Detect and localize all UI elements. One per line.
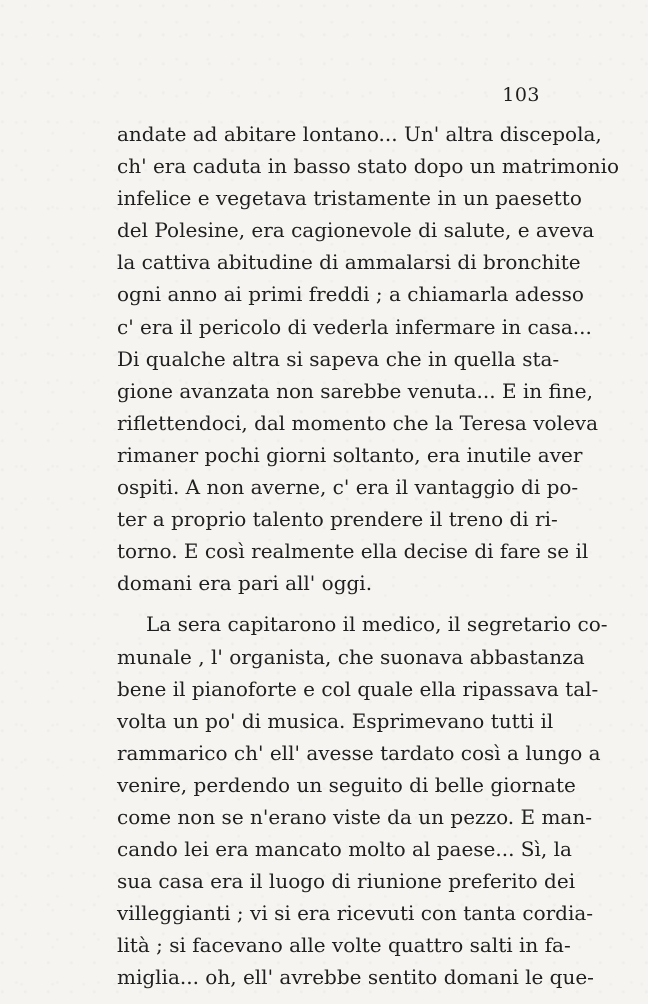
paragraph-2 (117, 608, 608, 993)
text-line: ogni anno ai primi freddi ; a chiamarla adesso (117, 282, 584, 307)
text-line: sua casa era il luogo di riunione preferito dei (117, 869, 576, 894)
text-line: domani era pari all' oggi. (117, 571, 373, 596)
text-line: ch' era caduta in basso stato dopo un matrimonio (117, 154, 620, 179)
text-line: villeggianti ; vi si era ricevuti con tanta cordia- (117, 901, 594, 926)
text-line: la cattiva abitudine di ammalarsi di bronchite (117, 250, 581, 275)
text-line: La sera capitarono il medico, il segretario co- (146, 612, 608, 637)
page-number: 103 (502, 84, 540, 106)
paragraph-1 (117, 118, 620, 599)
text-line: lità ; si facevano alle volte quattro salti in fa- (117, 933, 571, 958)
text-line: venire, perdendo un seguito di belle giornate (117, 772, 576, 797)
text-line: del Polesine, era cagionevole di salute, e aveva (117, 218, 595, 243)
text-line: andate ad abitare lontano... Un' altra discepola, (117, 122, 602, 146)
text-line: bene il pianoforte e col quale ella ripassava tal- (117, 676, 599, 701)
body-text (117, 118, 620, 994)
text-line: miglia... oh, ell' avrebbe sentito domani le que- (117, 965, 594, 990)
text-line: torno. E così realmente ella decise di fare se il (117, 539, 589, 564)
text-line: riflettendoci, dal momento che la Teresa voleva (117, 410, 598, 435)
text-line: gione avanzata non sarebbe venuta... E in fine, (117, 378, 593, 403)
text-line: come non se n'erano viste da un pezzo. E man- (117, 804, 592, 829)
text-line: rimaner pochi giorni soltanto, era inutile aver (117, 442, 583, 467)
text-line: cando lei era mancato molto al paese... Sì, la (117, 837, 572, 862)
text-line: rammarico ch' ell' avesse tardato così a lungo a (117, 740, 601, 765)
text-line: ter a proprio talento prendere il treno di ri- (117, 507, 558, 532)
text-line: volta un po' di musica. Esprimevano tutti il (117, 708, 554, 733)
text-line: infelice e vegetava tristamente in un paesetto (117, 186, 582, 211)
text-line: ospiti. A non averne, c' era il vantaggio di po- (117, 475, 579, 500)
paragraph-spacing (117, 599, 543, 608)
text-line: munale , l' organista, che suonava abbastanza (117, 644, 585, 669)
text-line: Di qualche altra si sapeva che in quella sta- (117, 346, 560, 371)
text-line: c' era il pericolo di vederla infermare in casa... (117, 314, 592, 339)
